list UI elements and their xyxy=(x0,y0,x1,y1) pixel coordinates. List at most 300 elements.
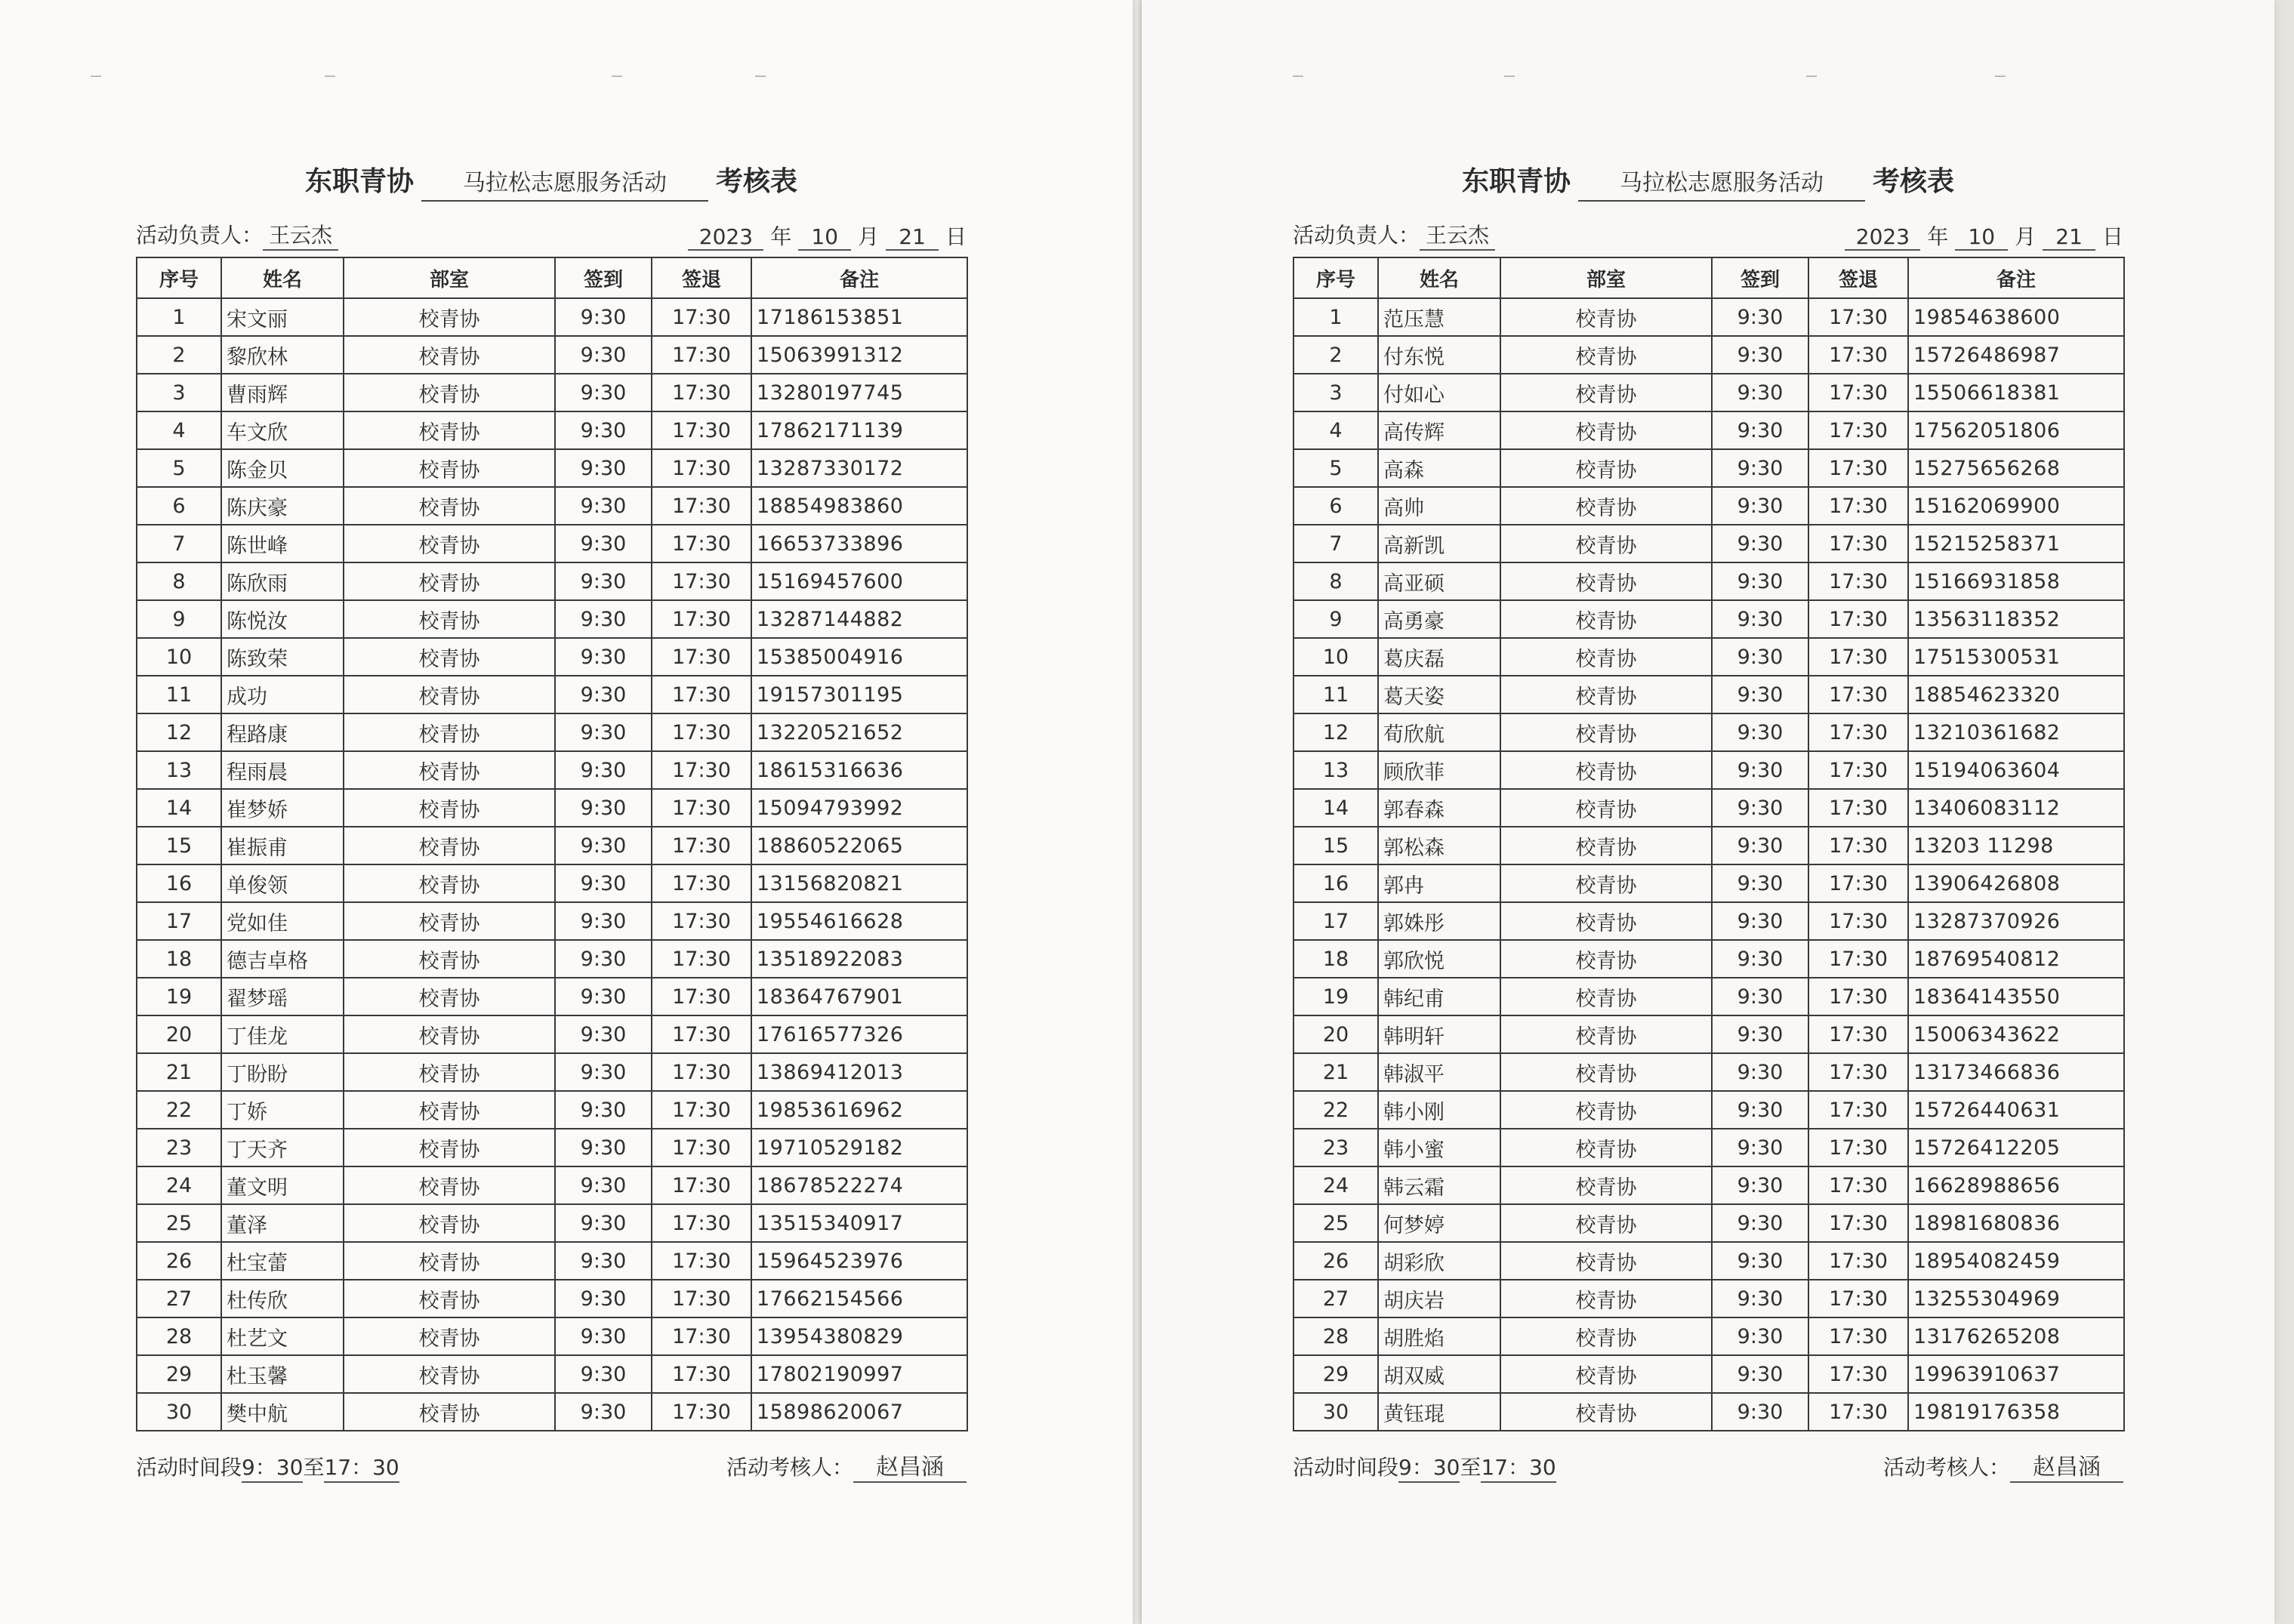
phone-note: 13156820821 xyxy=(751,864,967,902)
department: 校青协 xyxy=(344,827,555,864)
volunteer-name: 丁佳龙 xyxy=(221,1015,344,1053)
check-out-time: 17:30 xyxy=(1808,1129,1908,1166)
row-index: 1 xyxy=(137,298,221,336)
department: 校青协 xyxy=(344,1129,555,1166)
department: 校青协 xyxy=(344,1393,555,1431)
check-out-time: 17:30 xyxy=(652,751,751,789)
check-out-time: 17:30 xyxy=(1808,1091,1908,1129)
table-row xyxy=(137,336,967,374)
phone-note: 18769540812 xyxy=(1908,940,2124,978)
row-index: 2 xyxy=(137,336,221,374)
row-index: 21 xyxy=(1293,1053,1378,1091)
table-row xyxy=(1293,336,2124,374)
row-index: 4 xyxy=(137,411,221,449)
table-row xyxy=(1293,1280,2124,1317)
volunteer-name: 郭冉 xyxy=(1378,864,1500,902)
check-in-time: 9:30 xyxy=(555,1015,652,1053)
title-suffix: 考核表 xyxy=(716,165,798,197)
check-out-time: 17:30 xyxy=(652,638,751,676)
department: 校青协 xyxy=(344,374,555,411)
volunteer-name: 黄钰琨 xyxy=(1378,1393,1500,1431)
department: 校青协 xyxy=(1500,411,1712,449)
date-year-label: 年 xyxy=(770,224,792,249)
table-row xyxy=(137,751,967,789)
check-in-time: 9:30 xyxy=(1712,487,1808,525)
phone-note: 15506618381 xyxy=(1908,374,2124,411)
volunteer-name: 韩明轩 xyxy=(1378,1015,1500,1053)
phone-note: 15898620067 xyxy=(751,1393,967,1431)
header-department: 部室 xyxy=(344,257,555,298)
check-out-time: 17:30 xyxy=(1808,525,1908,562)
check-in-time: 9:30 xyxy=(555,864,652,902)
title-suffix: 考核表 xyxy=(1873,165,1955,197)
check-out-time: 17:30 xyxy=(1808,1393,1908,1431)
table-row xyxy=(137,1204,967,1242)
volunteer-name: 付东悦 xyxy=(1378,336,1500,374)
check-out-time: 17:30 xyxy=(652,562,751,600)
check-out-time: 17:30 xyxy=(1808,1015,1908,1053)
volunteer-name: 党如佳 xyxy=(221,902,344,940)
check-in-time: 9:30 xyxy=(1712,978,1808,1015)
phone-note: 19157301195 xyxy=(751,676,967,713)
check-in-time: 9:30 xyxy=(555,1091,652,1129)
row-index: 14 xyxy=(1293,789,1378,827)
row-index: 13 xyxy=(137,751,221,789)
phone-note: 13255304969 xyxy=(1908,1280,2124,1317)
row-index: 4 xyxy=(1293,411,1378,449)
header-department: 部室 xyxy=(1500,257,1712,298)
check-out-time: 17:30 xyxy=(1808,902,1908,940)
table-row xyxy=(137,1393,967,1431)
table-row xyxy=(1293,449,2124,487)
check-in-time: 9:30 xyxy=(1712,827,1808,864)
check-out-time: 17:30 xyxy=(652,827,751,864)
department: 校青协 xyxy=(1500,336,1712,374)
phone-note: 18615316636 xyxy=(751,751,967,789)
table-row xyxy=(1293,638,2124,676)
row-index: 26 xyxy=(1293,1242,1378,1280)
date-day: 21 xyxy=(886,224,939,251)
department: 校青协 xyxy=(1500,827,1712,864)
print-mark xyxy=(1995,75,2006,77)
row-index: 16 xyxy=(1293,864,1378,902)
phone-note: 15726486987 xyxy=(1908,336,2124,374)
check-out-time: 17:30 xyxy=(1808,449,1908,487)
volunteer-name: 韩淑平 xyxy=(1378,1053,1500,1091)
row-index: 24 xyxy=(1293,1166,1378,1204)
check-in-time: 9:30 xyxy=(555,374,652,411)
check-out-time: 17:30 xyxy=(652,978,751,1015)
table-row xyxy=(1293,940,2124,978)
check-in-time: 9:30 xyxy=(1712,940,1808,978)
phone-note: 18678522274 xyxy=(751,1166,967,1204)
sheet-content xyxy=(136,159,967,1483)
department: 校青协 xyxy=(344,298,555,336)
phone-note: 18954082459 xyxy=(1908,1242,2124,1280)
check-out-time: 17:30 xyxy=(1808,713,1908,751)
check-out-time: 17:30 xyxy=(652,1355,751,1393)
row-index: 25 xyxy=(137,1204,221,1242)
time-sep: 至 xyxy=(1460,1455,1482,1480)
check-out-time: 17:30 xyxy=(1808,1166,1908,1204)
reviewer-signature: 赵昌涵 xyxy=(2010,1448,2123,1483)
row-index: 2 xyxy=(1293,336,1378,374)
check-in-time: 9:30 xyxy=(555,449,652,487)
check-in-time: 9:30 xyxy=(555,525,652,562)
department: 校青协 xyxy=(344,525,555,562)
department: 校青协 xyxy=(1500,676,1712,713)
check-out-time: 17:30 xyxy=(1808,676,1908,713)
row-index: 14 xyxy=(137,789,221,827)
title-prefix: 东职青协 xyxy=(1461,165,1571,197)
table-row xyxy=(137,827,967,864)
check-out-time: 17:30 xyxy=(652,1015,751,1053)
header-note: 备注 xyxy=(1908,257,2124,298)
row-index: 19 xyxy=(137,978,221,1015)
volunteer-name: 韩云霜 xyxy=(1378,1166,1500,1204)
volunteer-name: 程雨晨 xyxy=(221,751,344,789)
row-index: 27 xyxy=(1293,1280,1378,1317)
volunteer-name: 崔振甫 xyxy=(221,827,344,864)
volunteer-name: 丁天齐 xyxy=(221,1129,344,1166)
check-out-time: 17:30 xyxy=(652,713,751,751)
table-row xyxy=(1293,298,2124,336)
date-day-label: 日 xyxy=(945,224,967,249)
department: 校青协 xyxy=(1500,1015,1712,1053)
row-index: 10 xyxy=(1293,638,1378,676)
right-sheet xyxy=(1142,0,2274,1624)
check-in-time: 9:30 xyxy=(1712,1166,1808,1204)
reviewer-label: 活动考核人： xyxy=(1882,1455,2010,1480)
table-row xyxy=(1293,1204,2124,1242)
volunteer-name: 陈欣雨 xyxy=(221,562,344,600)
phone-note: 16653733896 xyxy=(751,525,967,562)
time-field xyxy=(1293,1451,1556,1483)
volunteer-name: 陈世峰 xyxy=(221,525,344,562)
phone-note: 18981680836 xyxy=(1908,1204,2124,1242)
print-mark xyxy=(1806,75,1817,77)
table-row xyxy=(137,789,967,827)
title-activity: 马拉松志愿服务活动 xyxy=(421,167,708,202)
check-out-time: 17:30 xyxy=(1808,374,1908,411)
leader-field xyxy=(136,219,338,251)
department: 校青协 xyxy=(344,487,555,525)
check-in-time: 9:30 xyxy=(555,789,652,827)
table-row xyxy=(1293,1355,2124,1393)
row-index: 8 xyxy=(1293,562,1378,600)
check-in-time: 9:30 xyxy=(1712,1393,1808,1431)
volunteer-name: 杜玉馨 xyxy=(221,1355,344,1393)
header-check-in: 签到 xyxy=(555,257,652,298)
table-row xyxy=(137,600,967,638)
phone-note: 13287370926 xyxy=(1908,902,2124,940)
phone-note: 18854623320 xyxy=(1908,676,2124,713)
department: 校青协 xyxy=(344,713,555,751)
table-row xyxy=(1293,562,2124,600)
check-out-time: 17:30 xyxy=(652,336,751,374)
department: 校青协 xyxy=(344,751,555,789)
table-body xyxy=(137,298,967,1431)
phone-note: 15194063604 xyxy=(1908,751,2124,789)
phone-note: 15215258371 xyxy=(1908,525,2124,562)
check-in-time: 9:30 xyxy=(1712,562,1808,600)
check-in-time: 9:30 xyxy=(1712,1091,1808,1129)
volunteer-name: 胡庆岩 xyxy=(1378,1280,1500,1317)
row-index: 25 xyxy=(1293,1204,1378,1242)
check-in-time: 9:30 xyxy=(1712,1242,1808,1280)
table-body xyxy=(1293,298,2124,1431)
volunteer-name: 陈庆豪 xyxy=(221,487,344,525)
department: 校青协 xyxy=(1500,374,1712,411)
check-out-time: 17:30 xyxy=(1808,1280,1908,1317)
row-index: 6 xyxy=(137,487,221,525)
phone-note: 15162069900 xyxy=(1908,487,2124,525)
check-out-time: 17:30 xyxy=(1808,751,1908,789)
volunteer-name: 成功 xyxy=(221,676,344,713)
check-in-time: 9:30 xyxy=(555,1166,652,1204)
department: 校青协 xyxy=(344,1242,555,1280)
phone-note: 17616577326 xyxy=(751,1015,967,1053)
print-mark xyxy=(1293,75,1303,77)
volunteer-name: 杜宝蕾 xyxy=(221,1242,344,1280)
table-row xyxy=(1293,600,2124,638)
header-check-out: 签退 xyxy=(1808,257,1908,298)
volunteer-name: 何梦婷 xyxy=(1378,1204,1500,1242)
header-note: 备注 xyxy=(751,257,967,298)
row-index: 12 xyxy=(137,713,221,751)
table-row xyxy=(1293,713,2124,751)
check-in-time: 9:30 xyxy=(555,487,652,525)
table-row xyxy=(1293,1015,2124,1053)
row-index: 23 xyxy=(137,1129,221,1166)
check-out-time: 17:30 xyxy=(1808,411,1908,449)
check-in-time: 9:30 xyxy=(555,600,652,638)
date-month-label: 月 xyxy=(858,224,880,249)
row-index: 28 xyxy=(1293,1317,1378,1355)
department: 校青协 xyxy=(1500,1204,1712,1242)
table-row xyxy=(1293,751,2124,789)
table-header-row xyxy=(1293,257,2124,298)
date-field xyxy=(1845,220,2123,251)
department: 校青协 xyxy=(344,789,555,827)
check-out-time: 17:30 xyxy=(652,411,751,449)
phone-note: 13954380829 xyxy=(751,1317,967,1355)
check-out-time: 17:30 xyxy=(652,864,751,902)
time-sep: 至 xyxy=(303,1455,325,1480)
volunteer-name: 德吉卓格 xyxy=(221,940,344,978)
print-mark xyxy=(91,75,101,77)
department: 校青协 xyxy=(344,676,555,713)
check-out-time: 17:30 xyxy=(652,600,751,638)
leader-field xyxy=(1293,219,1495,251)
department: 校青协 xyxy=(344,1166,555,1204)
phone-note: 13518922083 xyxy=(751,940,967,978)
volunteer-name: 陈金贝 xyxy=(221,449,344,487)
table-row xyxy=(137,1015,967,1053)
row-index: 17 xyxy=(137,902,221,940)
department: 校青协 xyxy=(1500,1053,1712,1091)
row-index: 29 xyxy=(137,1355,221,1393)
department: 校青协 xyxy=(1500,298,1712,336)
phone-note: 13906426808 xyxy=(1908,864,2124,902)
department: 校青协 xyxy=(344,1015,555,1053)
row-index: 5 xyxy=(137,449,221,487)
volunteer-name: 丁娇 xyxy=(221,1091,344,1129)
phone-note: 19963910637 xyxy=(1908,1355,2124,1393)
volunteer-name: 陈悦汝 xyxy=(221,600,344,638)
check-in-time: 9:30 xyxy=(1712,1355,1808,1393)
row-index: 7 xyxy=(137,525,221,562)
volunteer-name: 胡双威 xyxy=(1378,1355,1500,1393)
check-out-time: 17:30 xyxy=(652,1204,751,1242)
volunteer-name: 宋文丽 xyxy=(221,298,344,336)
check-in-time: 9:30 xyxy=(1712,525,1808,562)
phone-note: 13280197745 xyxy=(751,374,967,411)
check-in-time: 9:30 xyxy=(1712,864,1808,902)
table-row xyxy=(1293,411,2124,449)
row-index: 20 xyxy=(137,1015,221,1053)
check-out-time: 17:30 xyxy=(652,487,751,525)
check-out-time: 17:30 xyxy=(652,789,751,827)
date-month: 10 xyxy=(798,224,851,251)
phone-note: 13173466836 xyxy=(1908,1053,2124,1091)
department: 校青协 xyxy=(1500,751,1712,789)
department: 校青协 xyxy=(344,1091,555,1129)
volunteer-name: 董泽 xyxy=(221,1204,344,1242)
check-in-time: 9:30 xyxy=(1712,449,1808,487)
check-in-time: 9:30 xyxy=(1712,676,1808,713)
department: 校青协 xyxy=(1500,1091,1712,1129)
table-row xyxy=(137,562,967,600)
table-row xyxy=(1293,1129,2124,1166)
reviewer-field xyxy=(1883,1448,2123,1483)
volunteer-name: 胡彩欣 xyxy=(1378,1242,1500,1280)
volunteer-name: 郭春森 xyxy=(1378,789,1500,827)
department: 校青协 xyxy=(1500,600,1712,638)
table-row xyxy=(1293,525,2124,562)
volunteer-name: 范压慧 xyxy=(1378,298,1500,336)
reviewer-label: 活动考核人： xyxy=(726,1455,853,1480)
department: 校青协 xyxy=(344,1355,555,1393)
row-index: 7 xyxy=(1293,525,1378,562)
department: 校青协 xyxy=(1500,638,1712,676)
phone-note: 13176265208 xyxy=(1908,1317,2124,1355)
table-row xyxy=(137,487,967,525)
phone-note: 13287330172 xyxy=(751,449,967,487)
check-out-time: 17:30 xyxy=(652,1053,751,1091)
row-index: 18 xyxy=(1293,940,1378,978)
department: 校青协 xyxy=(1500,1317,1712,1355)
volunteer-name: 胡胜焰 xyxy=(1378,1317,1500,1355)
check-in-time: 9:30 xyxy=(555,411,652,449)
phone-note: 19554616628 xyxy=(751,902,967,940)
table-row xyxy=(137,1166,967,1204)
check-in-time: 9:30 xyxy=(555,1280,652,1317)
check-out-time: 17:30 xyxy=(1808,1053,1908,1091)
volunteer-name: 荀欣航 xyxy=(1378,713,1500,751)
check-in-time: 9:30 xyxy=(555,978,652,1015)
check-out-time: 17:30 xyxy=(1808,562,1908,600)
meta-row xyxy=(136,208,967,251)
department: 校青协 xyxy=(344,1053,555,1091)
check-in-time: 9:30 xyxy=(1712,1129,1808,1166)
phone-note: 19710529182 xyxy=(751,1129,967,1166)
date-year-label: 年 xyxy=(1927,224,1949,249)
volunteer-name: 韩纪甫 xyxy=(1378,978,1500,1015)
row-index: 12 xyxy=(1293,713,1378,751)
check-out-time: 17:30 xyxy=(652,676,751,713)
check-in-time: 9:30 xyxy=(1712,751,1808,789)
phone-note: 15063991312 xyxy=(751,336,967,374)
form-title xyxy=(1293,159,2123,204)
date-day: 21 xyxy=(2043,224,2095,251)
volunteer-name: 郭松森 xyxy=(1378,827,1500,864)
check-out-time: 17:30 xyxy=(652,1317,751,1355)
phone-note: 13406083112 xyxy=(1908,789,2124,827)
table-row xyxy=(137,525,967,562)
check-in-time: 9:30 xyxy=(555,713,652,751)
leader-name: 王云杰 xyxy=(1420,219,1495,251)
header-check-out: 签退 xyxy=(652,257,751,298)
volunteer-name: 韩小蜜 xyxy=(1378,1129,1500,1166)
department: 校青协 xyxy=(344,638,555,676)
volunteer-name: 车文欣 xyxy=(221,411,344,449)
volunteer-name: 黎欣林 xyxy=(221,336,344,374)
table-row xyxy=(1293,864,2124,902)
date-year: 2023 xyxy=(688,224,763,251)
department: 校青协 xyxy=(1500,978,1712,1015)
check-out-time: 17:30 xyxy=(652,1129,751,1166)
phone-note: 15275656268 xyxy=(1908,449,2124,487)
check-out-time: 17:30 xyxy=(1808,298,1908,336)
volunteer-name: 高亚硕 xyxy=(1378,562,1500,600)
row-index: 18 xyxy=(137,940,221,978)
check-out-time: 17:30 xyxy=(1808,1204,1908,1242)
table-row xyxy=(137,1280,967,1317)
check-in-time: 9:30 xyxy=(1712,789,1808,827)
department: 校青协 xyxy=(344,336,555,374)
form-title xyxy=(136,159,967,204)
table-row xyxy=(137,449,967,487)
time-end: 17：30 xyxy=(1481,1451,1556,1483)
check-in-time: 9:30 xyxy=(1712,1204,1808,1242)
row-index: 8 xyxy=(137,562,221,600)
left-sheet xyxy=(0,0,1133,1624)
row-index: 23 xyxy=(1293,1129,1378,1166)
table-row xyxy=(137,902,967,940)
check-out-time: 17:30 xyxy=(1808,978,1908,1015)
check-in-time: 9:30 xyxy=(555,827,652,864)
time-label: 活动时间段 xyxy=(136,1455,242,1480)
phone-note: 15385004916 xyxy=(751,638,967,676)
row-index: 29 xyxy=(1293,1355,1378,1393)
check-in-time: 9:30 xyxy=(555,1242,652,1280)
check-in-time: 9:30 xyxy=(1712,1317,1808,1355)
table-row xyxy=(1293,978,2124,1015)
row-index: 9 xyxy=(137,600,221,638)
check-out-time: 17:30 xyxy=(1808,827,1908,864)
phone-note: 18364767901 xyxy=(751,978,967,1015)
department: 校青协 xyxy=(344,1204,555,1242)
row-index: 5 xyxy=(1293,449,1378,487)
department: 校青协 xyxy=(344,978,555,1015)
check-out-time: 17:30 xyxy=(1808,1355,1908,1393)
phone-note: 13203 11298 xyxy=(1908,827,2124,864)
table-row xyxy=(137,1091,967,1129)
header-name: 姓名 xyxy=(1378,257,1500,298)
time-end: 17：30 xyxy=(324,1451,399,1483)
phone-note: 15964523976 xyxy=(751,1242,967,1280)
